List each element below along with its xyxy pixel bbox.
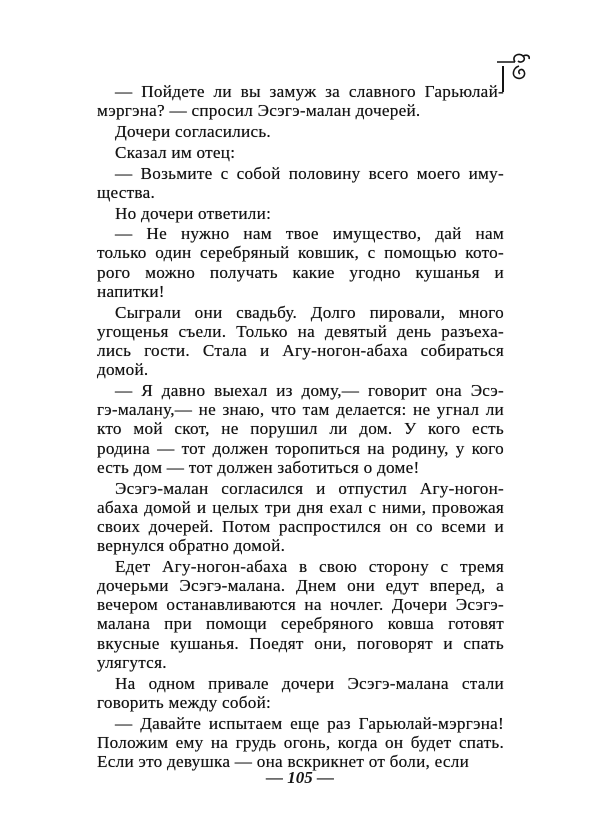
- text-line: вернулся обратно домой.: [97, 536, 286, 556]
- text-line: дочерьми Эсэгэ-малана. Днем они едут вперед, а: [97, 576, 504, 596]
- paragraph: [97, 164, 504, 202]
- text-line: напитки!: [97, 281, 165, 301]
- text-line: Дочери согласились.: [115, 121, 271, 141]
- text-line: — Возьмите с собой половину всего моего иму-: [115, 163, 504, 183]
- text-line: Если это девушка — она вскрикнет от боли, если: [97, 751, 470, 771]
- text-line: Положим ему на грудь огонь, когда он будет спать.: [97, 732, 504, 752]
- text-line: родина — тот должен торопиться на родину, у кого: [97, 438, 504, 458]
- body-text: [97, 82, 504, 773]
- text-line: — Пойдете ли вы замуж за славного Гарьюлай-: [115, 82, 504, 101]
- paragraph: [97, 204, 504, 223]
- text-line: — Давайте испытаем еще раз Гарьюлай-мэргэна!: [115, 713, 504, 733]
- text-line: лись гости. Стала и Агу-ногон-абаха собираться: [97, 341, 504, 360]
- page-number: — 105 —: [266, 768, 334, 787]
- text-line: щества.: [97, 182, 155, 202]
- text-line: угощенья съели. Только на девятый день разъеха-: [97, 321, 504, 341]
- text-line: только один серебряный ковшик, с помощью кото-: [97, 243, 504, 263]
- text-line: вечером останавливаются на ночлег. Дочери Эсэгэ-: [97, 595, 504, 615]
- text-line: абаха домой и целых три дня ехал с ними, провожая: [97, 497, 504, 517]
- paragraph: [97, 122, 504, 141]
- paragraph: [97, 674, 504, 712]
- text-line: — Я давно выехал из дому,— говорит она Эсэ-: [115, 380, 504, 400]
- text-line: вкусные кушанья. Поедят они, поговорят и спать: [97, 633, 504, 653]
- text-line: домой.: [97, 360, 149, 380]
- text-line: малана при помощи серебряного ковша готовят: [97, 614, 504, 634]
- text-line: Едет Агу-ногон-абаха в свою сторону с тремя: [115, 556, 504, 576]
- paragraph: [97, 381, 504, 477]
- paragraph: [97, 224, 504, 301]
- paragraph: [97, 557, 504, 672]
- text-line: гэ-малану,— не знаю, что там делается: не угнал ли: [97, 400, 504, 420]
- text-line: Но дочери ответили:: [115, 203, 272, 223]
- paragraph: [97, 82, 504, 120]
- text-line: — Не нужно нам твое имущество, дай нам: [115, 224, 504, 244]
- paragraph: [97, 479, 504, 556]
- text-line: рого можно получать какие угодно кушанья и: [97, 262, 504, 282]
- paragraph: [97, 303, 504, 380]
- text-line: есть дом — тот должен заботиться о доме!: [97, 457, 420, 477]
- text-line: говорить между собой:: [97, 692, 272, 712]
- text-line: кто мой скот, не порушил ли дом. У кого есть: [97, 419, 504, 439]
- text-line: На одном привале дочери Эсэгэ-малана стали: [115, 673, 504, 693]
- text-line: улягутся.: [97, 652, 167, 672]
- text-line: Сказал им отец:: [115, 142, 236, 162]
- paragraph: [97, 714, 504, 772]
- text-line: Сыграли они свадьбу. Долго пировали, много: [115, 302, 504, 322]
- text-line: мэргэна? — спросил Эсэгэ-малан дочерей.: [97, 101, 421, 121]
- paragraph: [97, 143, 504, 162]
- text-line: Эсэгэ-малан согласился и отпустил Агу-ногон-: [115, 478, 504, 498]
- text-line: своих дочерей. Потом распростился он со всеми и: [97, 516, 504, 536]
